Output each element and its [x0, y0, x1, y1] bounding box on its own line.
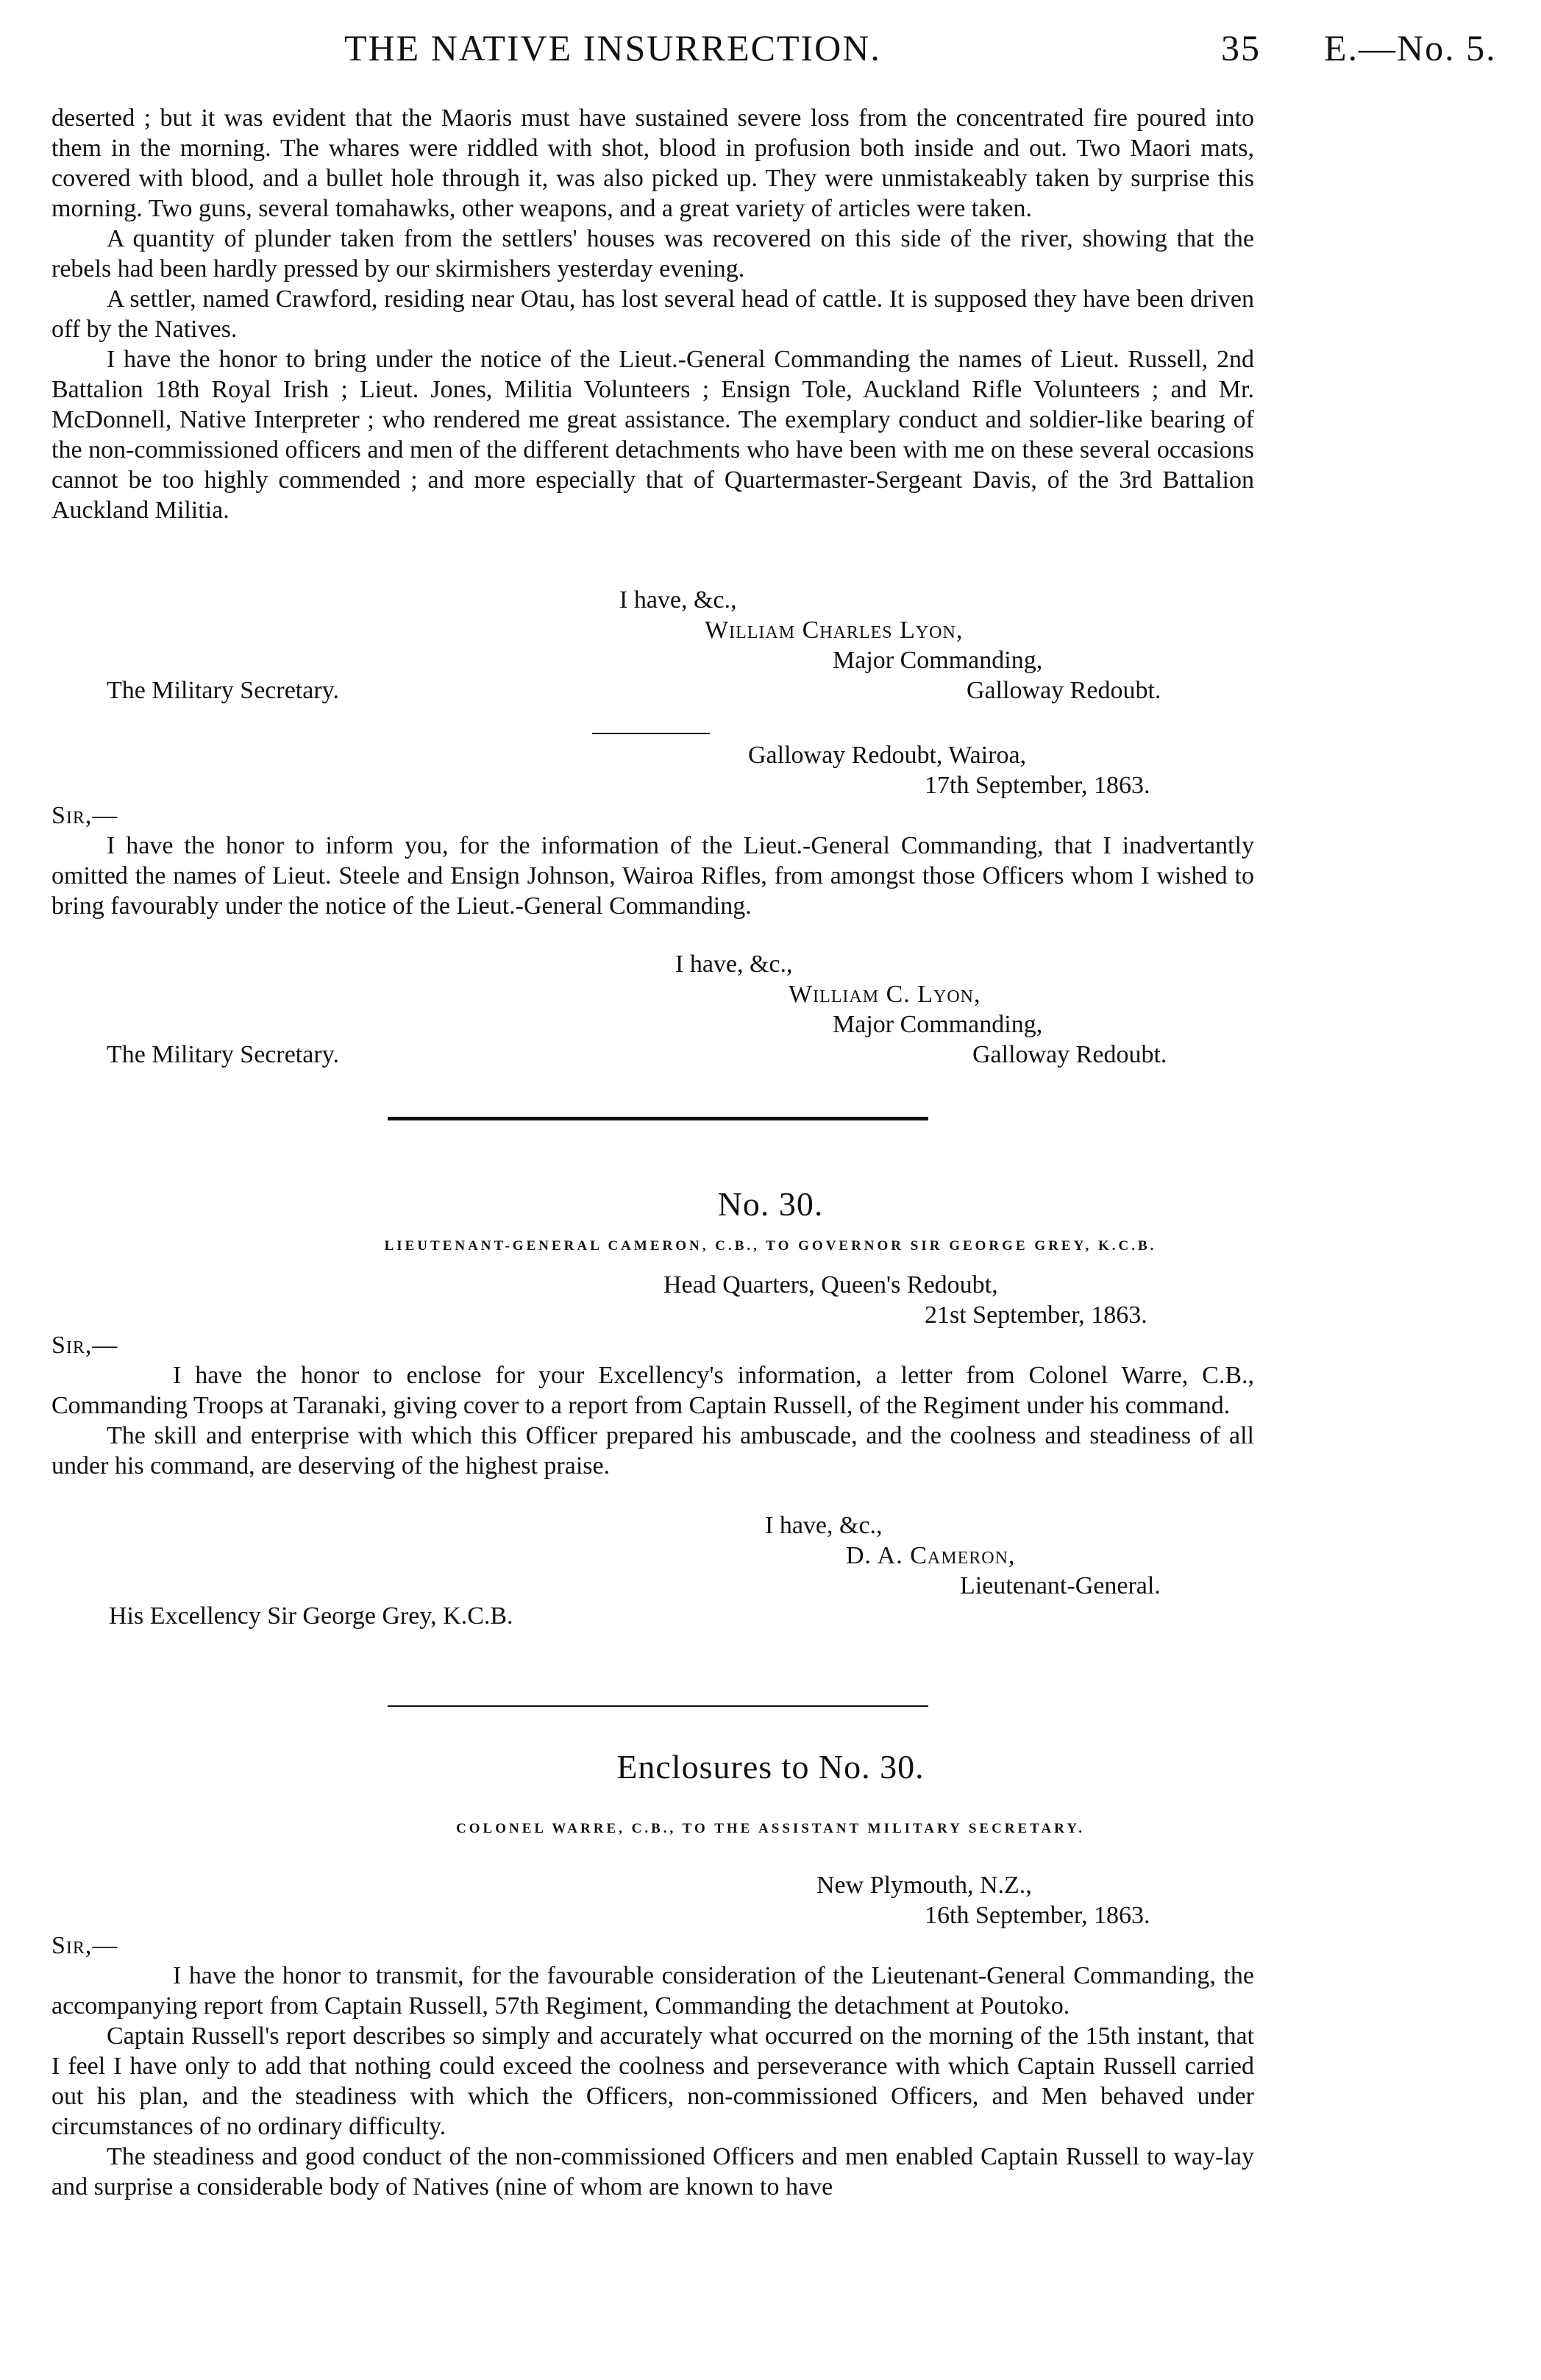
- salutation: Sir,—: [51, 1332, 118, 1359]
- signatory-place: Galloway Redoubt.: [972, 1041, 1167, 1068]
- letter-place: Galloway Redoubt, Wairoa,: [748, 742, 1027, 769]
- short-divider: [592, 733, 710, 734]
- signatory-rank: Major Commanding,: [833, 647, 1043, 674]
- letter-body: [51, 1360, 1254, 1481]
- paragraph: The steadiness and good conduct of the non-commissioned Officers and men enabled Captain Russell to way-lay and surprise a considerable body of Natives (nine of whom are known to have: [51, 2143, 1254, 2200]
- paragraph: A settler, named Crawford, residing near Otau, has lost several head of cattle. It is supposed they have been driven off by the Natives.: [51, 285, 1254, 343]
- running-title: THE NATIVE INSURRECTION.: [344, 27, 881, 68]
- paragraph: I have the honor to bring under the notice of the Lieut.-General Commanding the names of Lieut. Russell, 2nd Battalion 18th Royal Irish ; Lieut. Jones, Militia Volunteers ; Ensign Tole, Auckland Rifle Volunteers ; and Mr. McDonnell, Native Interpreter ; who rendered me great assistance. The exemplary conduct and soldier-like bearing of the non-commissioned officers and men of the different detachments who have been with me on these several occasions cannot be too highly commended ; and more especially that of Quartermaster-Sergeant Davis, of the 3rd Battalion Auckland Militia.: [51, 346, 1254, 524]
- letter-place: New Plymouth, N.Z.,: [816, 1872, 1032, 1899]
- addressee: The Military Secretary.: [107, 1041, 339, 1068]
- document-subtitle: LIEUTENANT-GENERAL CAMERON, C.B., TO GOVERNOR SIR GEORGE GREY, K.C.B.: [384, 1238, 1157, 1254]
- document-reference: E.—No. 5.: [1324, 27, 1497, 68]
- addressee: His Excellency Sir George Grey, K.C.B.: [109, 1602, 513, 1630]
- enclosures-heading: Enclosures to No. 30.: [616, 1748, 925, 1786]
- paragraph: A quantity of plunder taken from the settlers' houses was recovered on this side of the river, showing that the rebels had been hardly pressed by our skirmishers yesterday evening.: [51, 225, 1254, 283]
- letter-date: 16th September, 1863.: [925, 1902, 1150, 1929]
- paragraph: I have the honor to transmit, for the favourable consideration of the Lieutenant-General Commanding, the accompanying report from Captain Russell, 57th Regiment, Commanding the detachment at Poutoko.: [51, 1962, 1254, 2020]
- section-divider: [388, 1705, 928, 1707]
- signatory-rank: Lieutenant-General.: [960, 1572, 1161, 1599]
- paragraph: I have the honor to enclose for your Excellency's information, a letter from Colonel Warre, C.B., Commanding Troops at Taranaki, giving cover to a report from Captain Russell, of the Regiment under his command.: [51, 1362, 1254, 1419]
- salutation: Sir,—: [51, 1932, 118, 1959]
- letter-date: 17th September, 1863.: [925, 772, 1150, 799]
- letter-body: [51, 1961, 1254, 2202]
- signature: William C. Lyon,: [789, 981, 981, 1008]
- document-number-heading: No. 30.: [717, 1185, 824, 1223]
- closing: I have, &c.,: [765, 1512, 883, 1539]
- salutation: Sir,—: [51, 802, 118, 829]
- closing: I have, &c.,: [675, 951, 793, 978]
- paragraph: Captain Russell's report describes so simply and accurately what occurred on the morning of the 15th instant, that I feel I have only to add that nothing could exceed the coolness and perseverance with which Captain Russell carried out his plan, and the steadiness with which the Officers, non-commissioned Officers, and Men behaved under circumstances of no ordinary difficulty.: [51, 2022, 1254, 2140]
- closing: I have, &c.,: [619, 586, 737, 614]
- signature: William Charles Lyon,: [705, 617, 964, 644]
- signatory-place: Galloway Redoubt.: [967, 677, 1161, 704]
- enclosure-subtitle: COLONEL WARRE, C.B., TO THE ASSISTANT MILITARY SECRETARY.: [456, 1821, 1085, 1836]
- letter-body: [51, 831, 1254, 921]
- page-number: 35: [1221, 27, 1261, 68]
- letter-body-continued: [51, 103, 1254, 525]
- paragraph: deserted ; but it was evident that the Maoris must have sustained severe loss from the concentrated fire poured into them in the morning. The whares were riddled with shot, blood in profusion both inside and out. Two Maori mats, covered with blood, and a bullet hole through it, was also picked up. They were unmistakeably taken by surprise this morning. Two guns, several tomahawks, other weapons, and a great variety of articles were taken.: [51, 104, 1254, 222]
- signatory-rank: Major Commanding,: [833, 1011, 1043, 1038]
- paragraph: The skill and enterprise with which this Officer prepared his ambuscade, and the coolness and steadiness of all under his command, are deserving of the highest praise.: [51, 1422, 1254, 1479]
- letter-place: Head Quarters, Queen's Redoubt,: [663, 1271, 998, 1299]
- letter-date: 21st September, 1863.: [925, 1301, 1147, 1329]
- paragraph: I have the honor to inform you, for the information of the Lieut.-General Commanding, that I inadvertantly omitted the names of Lieut. Steele and Ensign Johnson, Wairoa Rifles, from amongst those Officers whom I wished to bring favourably under the notice of the Lieut.-General Commanding.: [51, 832, 1254, 920]
- signature: D. A. Cameron,: [846, 1542, 1016, 1569]
- addressee: The Military Secretary.: [107, 677, 339, 704]
- section-divider: [388, 1117, 928, 1120]
